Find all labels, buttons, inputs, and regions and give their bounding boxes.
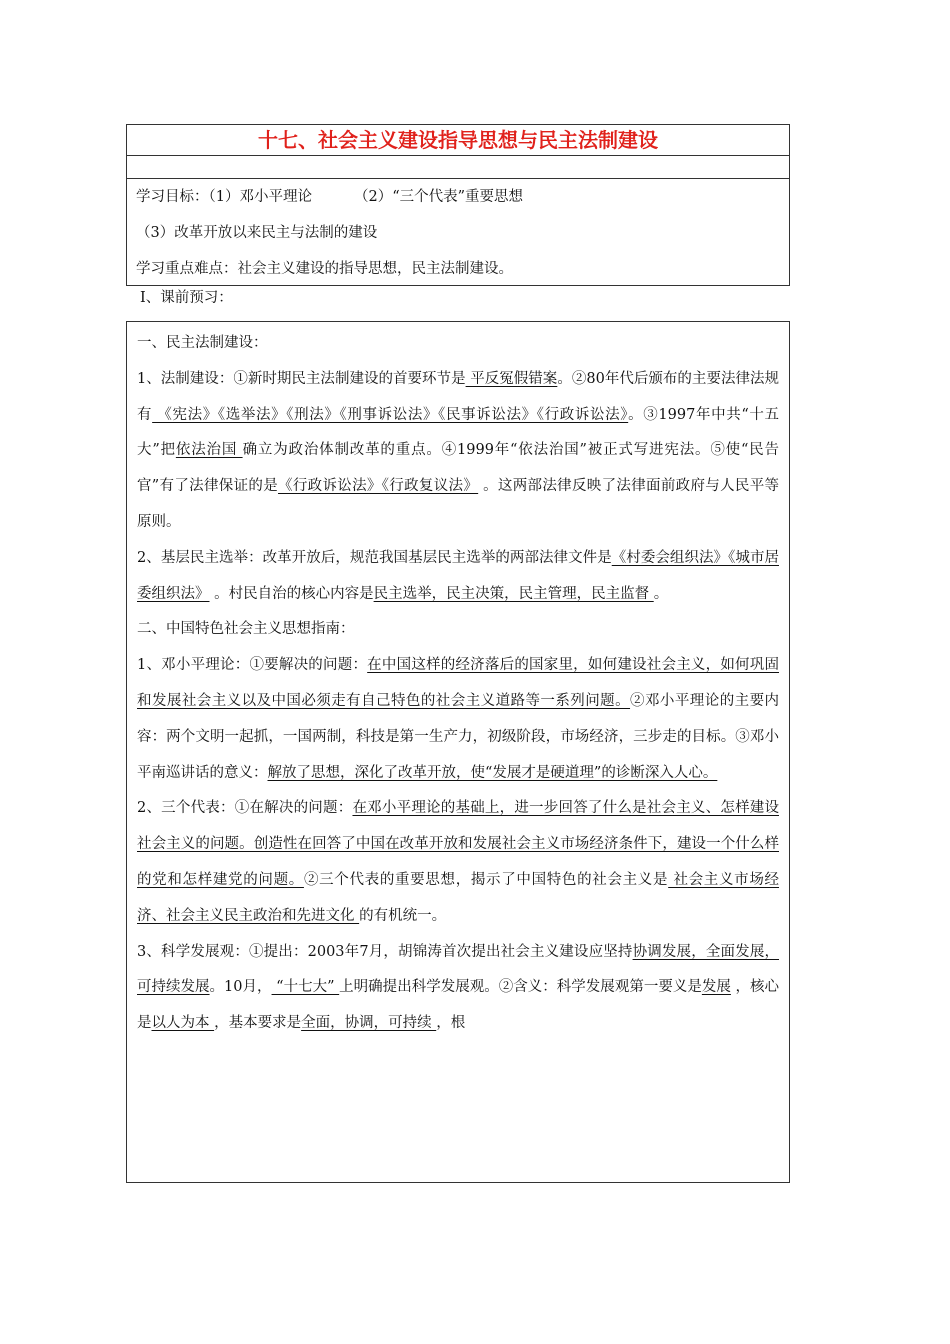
text-run: 2、三个代表：①在解决的问题： bbox=[137, 800, 353, 817]
text-run: ，基本要求是 bbox=[214, 1015, 302, 1032]
paragraph-three-represents bbox=[137, 791, 779, 934]
text-run: 3、科学发展观：①提出：2003年7月，胡锦涛首次提出社会主义建设应坚持 bbox=[137, 943, 633, 960]
text-run: ，根 bbox=[436, 1015, 466, 1032]
learning-goals bbox=[127, 179, 789, 287]
text-run: 。 bbox=[653, 585, 669, 602]
underlined-answer: 在邓小平理论的基础上，进一步回答了什么是社会主义、怎样建设社会主义的问题。创造性在回答了中国在改革开放和发展社会主义市场经济条件下，建设一个什么样的党和怎样建党的问题。 bbox=[137, 800, 779, 888]
paragraph-deng-theory bbox=[137, 648, 779, 791]
text-run: 确立为政治体制改革的重点。④1999年“依法治国”被正式写进宪法。⑤使“民告官”有了法律保证的是 bbox=[137, 442, 780, 495]
text-run: 。②80年代后颁布的主要法律法规有 bbox=[137, 370, 780, 423]
underlined-answer: 《村委会组织法》《城市居委组织法》 bbox=[137, 549, 779, 602]
underlined-answer: 协调发展，全面发展，可持续发展 bbox=[137, 943, 780, 996]
preview-content bbox=[126, 321, 790, 1183]
text-run: 的有机统一。 bbox=[359, 907, 447, 924]
preview-heading: Ⅰ、课前预习： bbox=[140, 290, 233, 306]
text-run: 。10月， bbox=[209, 979, 272, 996]
key-points-text: 社会主义建设的指导思想，民主法制建设。 bbox=[237, 261, 513, 277]
underlined-answer: 解放了思想，深化了改革开放，使“发展才是硬道理”的诊断深入人心。 bbox=[267, 764, 718, 781]
underlined-answer: 平反冤假错案 bbox=[465, 370, 558, 387]
underlined-answer: 《行政诉讼法》《行政复议法》 bbox=[278, 478, 479, 495]
section-heading-1: 一、民主法制建设： bbox=[137, 335, 268, 351]
goal-3: （3）改革开放以来民主与法制的建设 bbox=[136, 225, 378, 241]
text-run: 1、邓小平理论：①要解决的问题： bbox=[137, 657, 368, 674]
text-run: 。这两部法律反映了法律面前政府与人民平等原则。 bbox=[137, 478, 779, 530]
goal-2: （2）“三个代表”重要思想 bbox=[353, 189, 524, 205]
goal-1: （1）邓小平理论 bbox=[208, 189, 312, 205]
key-points-label: 学习重点难点： bbox=[136, 261, 238, 277]
underlined-answer: 以人为本 bbox=[151, 1015, 215, 1032]
goals-line-3 bbox=[136, 251, 780, 287]
paragraph-grassroots-election bbox=[137, 541, 779, 613]
underlined-answer: 社会主义市场经济、社会主义民主政治和先进文化 bbox=[137, 871, 780, 924]
text-run: 。③1997年中共“十五大”把 bbox=[137, 406, 779, 459]
underlined-answer: 全面，协调，可持续 bbox=[301, 1015, 437, 1032]
underlined-answer: 民主选举，民主决策，民主管理，民主监督 bbox=[373, 585, 654, 602]
text-run: 上明确提出科学发展观。②含义：科学发展观第一要义是 bbox=[339, 979, 702, 996]
underlined-answer: “十七大” bbox=[271, 979, 340, 996]
text-run: 1、法制建设：①新时期民主法制建设的首要环节是 bbox=[137, 370, 466, 387]
paragraph-scientific-development bbox=[137, 935, 779, 1042]
text-run: ②三个代表的重要思想，揭示了中国特色的社会主义是 bbox=[303, 871, 669, 888]
header-table bbox=[126, 124, 790, 286]
text-run: 。村民自治的核心内容是 bbox=[209, 585, 374, 602]
section-heading-2: 二、中国特色社会主义思想指南： bbox=[137, 621, 355, 638]
goals-label: 学习目标： bbox=[136, 189, 209, 205]
text-run: ②邓小平理论的主要内容：两个文明一起抓，一国两制，科技是第一生产力，初级阶段，市场经济，三步走的目标。③邓小平南巡讲话的意义： bbox=[137, 692, 780, 781]
page-title: 十七、社会主义建设指导思想与民主法制建设 bbox=[127, 125, 789, 156]
underlined-answer: 在中国这样的经济落后的国家里，如何建设社会主义，如何巩固和发展社会主义以及中国必须走有自己特色的社会主义道路等一系列问题。 bbox=[137, 657, 779, 709]
underlined-answer: 发展 bbox=[701, 979, 731, 996]
blank-row bbox=[127, 156, 789, 179]
goals-line-1 bbox=[136, 179, 780, 215]
text-run: 2、基层民主选举：改革开放后，规范我国基层民主选举的两部法律文件是 bbox=[137, 549, 612, 566]
goals-line-2 bbox=[136, 215, 780, 251]
underlined-answer: 《宪法》《选举法》《刑法》《刑事诉讼法》《民事诉讼法》《行政诉讼法》 bbox=[152, 406, 629, 423]
underlined-answer: 依法治国 bbox=[175, 442, 243, 459]
paragraph-legal-construction bbox=[137, 362, 779, 541]
text-run: ，核心是 bbox=[137, 979, 780, 1032]
